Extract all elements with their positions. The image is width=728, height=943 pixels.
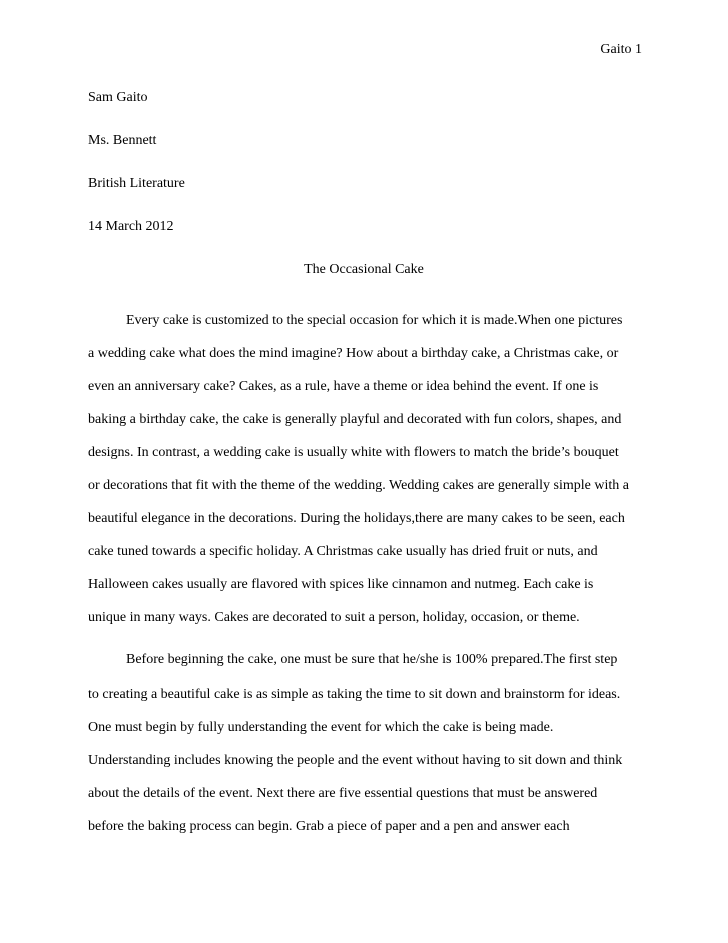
paragraph-line: to creating a beautiful cake is as simple as taking the time to sit down and brainstorm for ideas. (88, 687, 621, 702)
paragraph-line: cake tuned towards a specific holiday. A Christmas cake usually has dried fruit or nuts, and (88, 544, 598, 559)
instructor-name: Ms. Bennett (88, 133, 157, 148)
author-name: Sam Gaito (88, 90, 148, 105)
paragraph-line: a wedding cake what does the mind imagine? How about a birthday cake, a Christmas cake, or (88, 346, 619, 361)
paper-title: The Occasional Cake (304, 262, 424, 277)
paragraph-line: about the details of the event. Next there are five essential questions that must be answered (88, 786, 598, 801)
paragraph-line: beautiful elegance in the decorations. During the holidays,there are many cakes to be seen, each (88, 511, 625, 526)
paragraph-line: before the baking process can begin. Grab a piece of paper and a pen and answer each (88, 819, 570, 834)
paragraph-line: or decorations that fit with the theme of the wedding. Wedding cakes are generally simple with a (88, 478, 629, 493)
paragraph-line: One must begin by fully understanding the event for which the cake is being made. (88, 720, 554, 735)
paragraph-line: baking a birthday cake, the cake is generally playful and decorated with fun colors, shapes, and (88, 412, 622, 427)
paragraph-line: Before beginning the cake, one must be sure that he/she is 100% prepared.The first step (126, 652, 618, 667)
paragraph-line: designs. In contrast, a wedding cake is usually white with flowers to match the bride’s bouquet (88, 445, 619, 460)
running-head: Gaito 1 (600, 42, 642, 57)
paragraph-line: even an anniversary cake? Cakes, as a rule, have a theme or idea behind the event. If one is (88, 379, 599, 394)
paragraph-line: Understanding includes knowing the people and the event without having to sit down and think (88, 753, 623, 768)
paragraph-line: Every cake is customized to the special occasion for which it is made.When one pictures (126, 313, 623, 328)
date-line: 14 March 2012 (88, 219, 174, 234)
course-name: British Literature (88, 176, 185, 191)
paragraph-line: Halloween cakes usually are flavored with spices like cinnamon and nutmeg. Each cake is (88, 577, 594, 592)
paragraph-line: unique in many ways. Cakes are decorated to suit a person, holiday, occasion, or theme. (88, 610, 580, 625)
